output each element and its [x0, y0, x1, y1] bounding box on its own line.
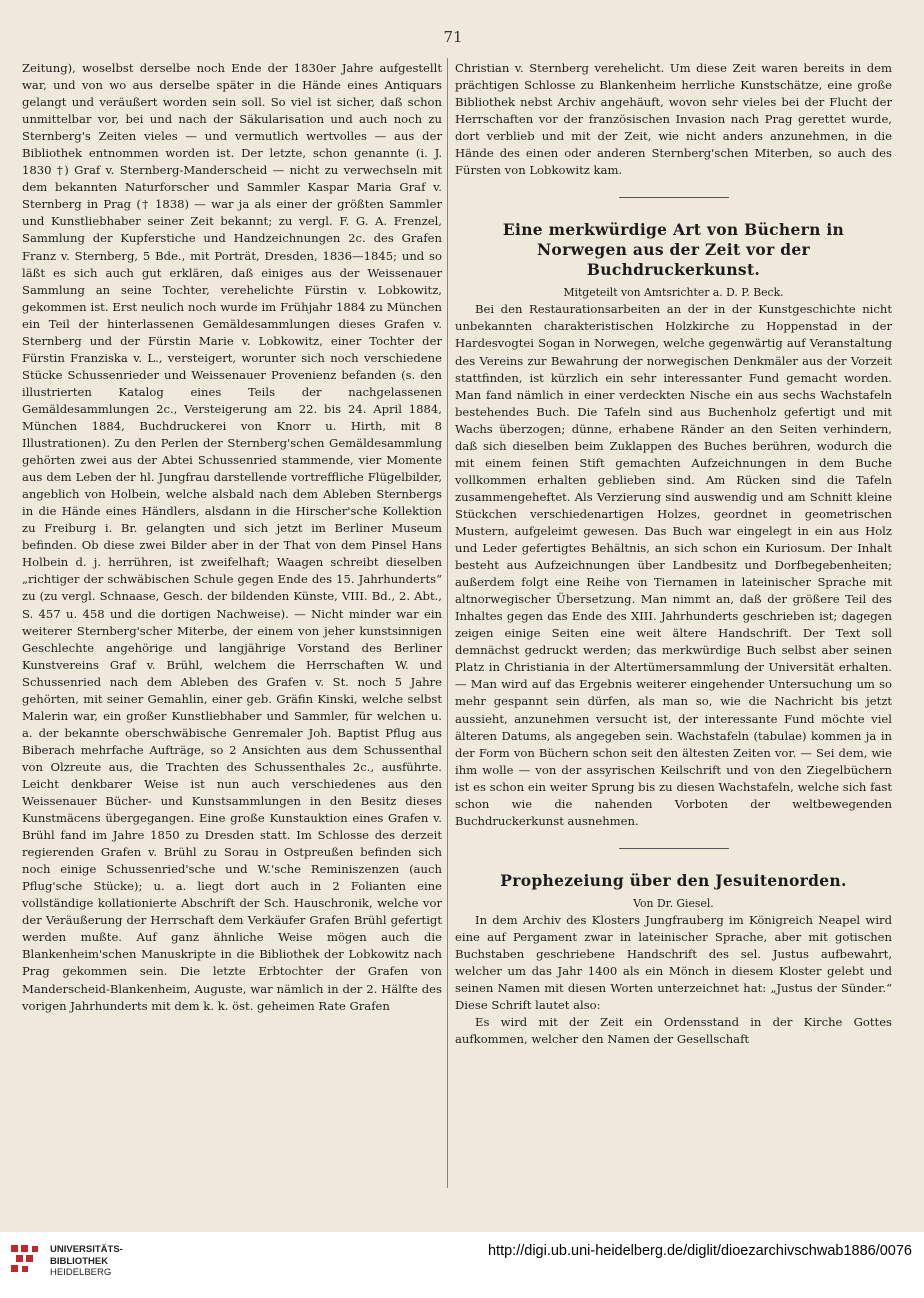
article-byline-giesel: Von Dr. Giesel. — [633, 896, 714, 910]
continuation-paragraph: Christian v. Sternberg verehelicht. Um diese Zeit waren bereits in dem prächtigen Schlosse zu Blankenheim herrliche Kunstschätze, eine große Bibliothek nebst Archiv angehäuft, wovon sehr vieles bei der Flucht der Herrschaften vor der französischen Invasion nach Prag gerettet wurde, dort verblieb und mit der Zeit, wie nicht anders anzunehmen, in die Hände des einen oder anderen Sternberg'schen Miterben, so auch des Fürsten von Lobkowitz kam. — [455, 61, 892, 178]
right-column — [455, 60, 892, 1048]
section-rule — [619, 848, 729, 849]
library-name-line: UNIVERSITÄTS- — [50, 1244, 123, 1255]
section-rule — [619, 197, 729, 198]
heidelberg-library-logo-icon[interactable] — [8, 1242, 42, 1276]
viewer-footer — [0, 1232, 924, 1298]
library-name-line: HEIDELBERG — [50, 1267, 112, 1278]
article-headline-norway-books: Eine merkwürdige Art von Büchern in Norwegen aus der Zeit vor der Buchdruckerkunst. — [502, 220, 845, 280]
page-number: 71 — [443, 28, 463, 46]
library-name-line: BIBLIOTHEK — [50, 1255, 109, 1267]
article-paragraph: Bei den Restaurationsarbeiten an der in der Kunstgeschichte nicht unbekannten charakteristischen Holzkirche zu Hoppenstad in der Hardesvogtei Sogan in Norwegen, welche gegenwärtig auf Veranstaltung des Vereins zur Bewahrung der norwegischen Denkmäler aus der Vorzeit stattfinden, ist kürzlich ein sehr interessanter Fund gemacht worden. Man fand nämlich in einer verdeckten Nische ein aus sechs Wachstafeln bestehendes Buch. Die Tafeln sind aus Buchenholz gefertigt und mit Wachs überzogen; dünne, erhabene Ränder an den Seiten verhindern, daß sich dieselben beim Zuklappen des Buches berühren, wodurch die mit einem feinen Stift gemachten Aufzeichnungen in dem Buche vollkommen erhalten geblieben sind. Am Rücken sind die Tafeln zusammengeheftet. Als Verzierung sind auswendig und am Schnitt kleine Stückchen verschiedenartigen Holzes, geordnet in geometrischen Mustern, aufgeleimt gewesen. Das Buch war eingelegt in ein aus Holz und Leder gefertigtes Behältnis, an sich schon ein Kuriosum. Der Inhalt besteht aus Aufzeichnungen über Landbesitz und Dorfbegebenheiten; außerdem folgt eine Reihe von Tiernamen in lateinischer Sprache mit altnorwegischer Übersetzung. Man nimmt an, daß der größere Teil des Inhaltes gegen das Ende des XIII. Jahrhunderts geschrieben ist; dagegen zeigen einige Seiten eine weit ältere Handschrift. Der Text soll demnächst gedruckt werden; das merkwürdige Buch selbst aber seinen Platz in Christiania in der Altertümersammlung der Universität erhalten. — Man wird auf das Ergebnis weiterer eingehender Untersuchung um so mehr gespannt sein dürfen, als man so, wie die Nachricht bis jetzt aussieht, anzunehmen versucht ist, der interessante Fund möchte viel älteren Datums, als angegeben sein. Wachstafeln (tabulae) kommen ja in der Form von Büchern schon seit den ältesten Zeiten vor. — Sei dem, wie ihm wolle — von der assyrischen Keilschrift und von den Ziegelbüchern ist es schon ein weiter Sprung bis zu diesen Wachstafeln, welche sich fast schon wie die nahenden Vorboten der weltbewegenden Buchdruckerkunst ausnehmen. — [455, 302, 892, 828]
article-paragraph: Es wird mit der Zeit ein Ordensstand in der Kirche Gottes aufkommen, welcher den Namen der Gesellschaft — [455, 1015, 892, 1047]
source-url-link[interactable]: http://digi.ub.uni-heidelberg.de/diglit/dioezarchivschwab1886/0076 — [487, 1243, 912, 1259]
column-divider — [447, 58, 448, 1188]
article-byline-beck: Mitgeteilt von Amtsrichter a. D. P. Beck. — [563, 286, 784, 300]
left-column — [22, 60, 442, 1015]
library-name[interactable] — [50, 1244, 123, 1279]
article-paragraph: In dem Archiv des Klosters Jungfrauberg im Königreich Neapel wird eine auf Pergament zwar in lateinischer Sprache, aber mit gotischen Buchstaben geschriebene Handschrift des sel. Justus aufbewahrt, welcher um das Jahr 1400 als ein Mönch in diesem Kloster gelebt und seinen Namen mit diesen Worten unterzeichnet hat: „Justus der Sünder.“ Diese Schrift lautet also: — [455, 912, 892, 1013]
article-headline-jesuit-prophecy: Prophezeiung über den Jesuitenorden. — [500, 870, 847, 890]
left-column-paragraph: Zeitung), woselbst derselbe noch Ende der 1830er Jahre aufgestellt war, und von wo aus derselbe später in die Hände eines Antiquars gelangt und veräußert worden sein soll. So viel ist sicher, daß schon unmittelbar vor, bei und nach der Säkularisation und auch noch zu Sternberg's Zeiten vieles — und vermutlich wertvolles — aus der Bibliothek entnommen worden ist. Der letzte, schon genannte (i. J. 1830 †) Graf v. Sternberg-Manderscheid — nicht zu verwechseln mit dem bekannten Naturforscher und Sammler Kaspar Maria Graf v. Sternberg in Prag († 1838) — war ja als einer der größten Sammler und Kunstliebhaber seiner Zeit bekannt; zu vergl. F. G. A. Frenzel, Sammlung der Kupferstiche und Handzeichnungen 2c. des Grafen Franz v. Sternberg, 5 Bde., mit Porträt, Dresden, 1836—1845; und so läßt es sich auch gut erklären, daß einiges aus der Weissenauer Sammlung an seine Tochter, verehelichte Fürstin v. Lobkowitz, gekommen ist. Erst neulich noch wurde im Frühjahr 1884 zu München ein Teil der hinterlassenen Gemäldesammlungen dieses Grafen v. Sternberg und der Fürstin Marie v. Lobkowitz, einer Tochter der Fürstin Franziska v. L., versteigert, worunter sich noch verschiedene Stücke Schussenrieder und Weissenauer Provenienz befanden (s. den illustrierten Katalog eines Teils der nachgelassenen Gemäldesammlungen 2c., Versteigerung am 22. bis 24. April 1884, München 1884, Buchdruckerei von Knorr u. Hirth, mit 8 Illustrationen). Zu den Perlen der Sternberg'schen Gemäldesammlung gehörten zwei aus der Abtei Schussenried stammende, vier Momente aus dem Leben der hl. Jungfrau darstellende vortreffliche Flügelbilder, angeblich von Holbein, welche alsbald nach dem Ableben Sternbergs in die Hände eines Händlers, alsdann in die Hirscher'sche Kollektion zu Freiburg i. Br. gelangten und sich jetzt im Berliner Museum befinden. Ob diese zwei Bilder aber in der That von dem Pinsel Hans Holbein d. j. herrühren, ist zweifelhaft; Waagen schreibt dieselben „richtiger der schwäbischen Schule gegen Ende des 15. Jahrhunderts“ zu (zu vergl. Schnaase, Gesch. der bildenden Künste, VIII. Bd., 2. Abt., S. 457 u. 458 und die dortigen Nachweise). — Nicht minder war ein weiterer Sternberg'scher Miterbe, der einem von jeher kunstsinnigen Geschlechte angehörige und langjährige Vorstand des Berliner Kunstvereins Graf v. Brühl, welchem die Herrschaften W. und Schussenried nach dem Ableben des Grafen v. St. noch 5 Jahre gehörten, mit seiner Gemahlin, einer geb. Gräfin Kinski, welche selbst Malerin war, ein großer Kunstliebhaber und Sammler, für welchen u. a. der bekannte oberschwäbische Genremaler Joh. Baptist Pflug aus Biberach mehrfache Aufträge, so 2 Ansichten aus dem Schussenthal von Olzreute aus, die Trachten des Schussenthales 2c., ausführte. Leicht denkbarer Weise ist nun auch verschiedenes aus den Weissenauer Bücher- und Kunstsammlungen in den Besitz dieses Kunstmäcens übergegangen. Eine große Kunstauktion eines Grafen v. Brühl fand im Jahre 1850 zu Dresden statt. Im Schlosse des derzeit regierenden Grafen v. Brühl zu Sorau in Ostpreußen befinden sich noch einige Schussenried'sche und W.'sche Reminiszenzen (auch Pflug'sche Stücke); u. a. liegt dort auch in 2 Folianten eine vollständige kollationierte Abschrift der Sch. Hauschronik, welche vor der Veräußerung der Herrschaft dem Verkäufer Grafen Brühl gefertigt werden mußte. Auf ganz ähnliche Weise mögen auch die Blankenheim'schen Manuskripte in die Bibliothek der Lobkowitz nach Prag gekommen sein. Die letzte Erbtochter der Grafen von Manderscheid-Blankenheim, Auguste, war nämlich in der 2. Hälfte des vorigen Jahrhunderts mit dem k. k. öst. geheimen Rate Grafen — [22, 61, 442, 1013]
